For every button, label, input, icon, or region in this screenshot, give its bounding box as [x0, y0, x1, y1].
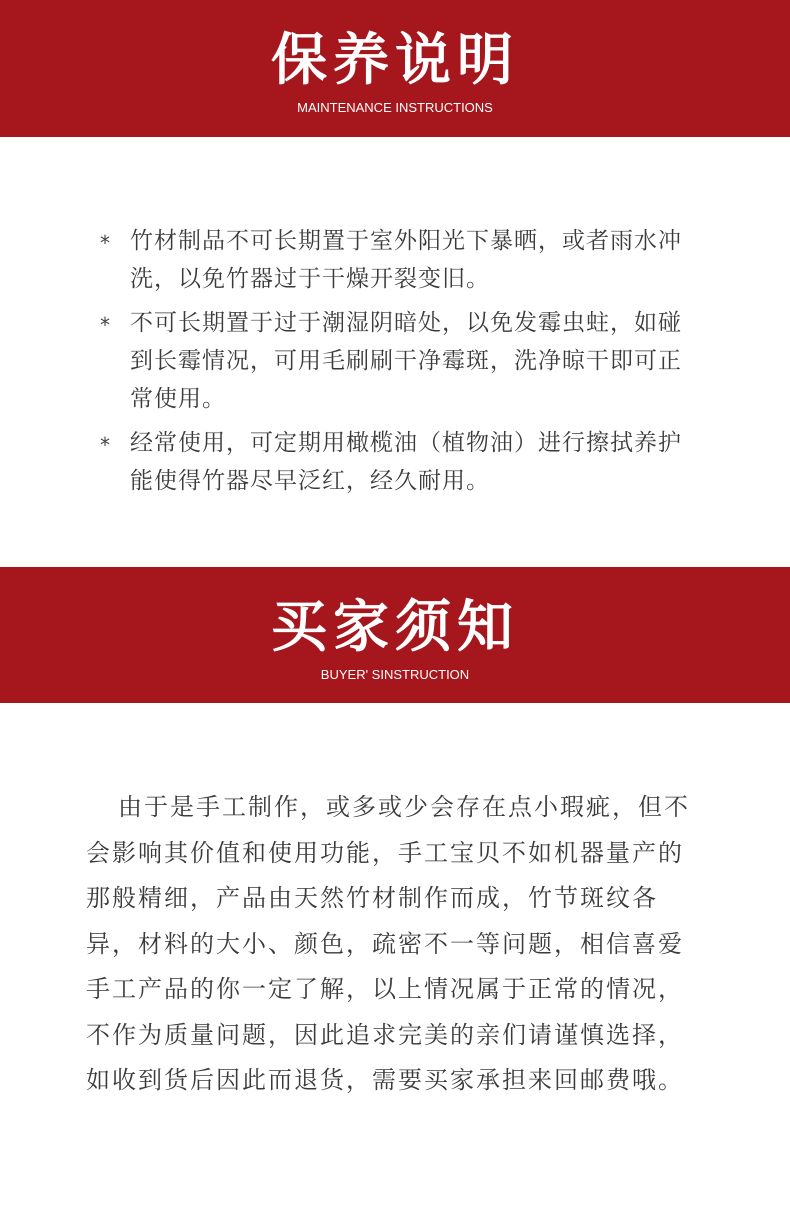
maintenance-title: 保养说明: [271, 27, 519, 93]
maintenance-list: [100, 222, 700, 506]
maintenance-item: [100, 222, 700, 298]
asterisk-bullet: *: [100, 433, 111, 457]
asterisk-bullet: *: [100, 231, 111, 255]
buyer-banner: [0, 567, 790, 703]
buyer-notice-text: 由于是手工制作，或多或少会存在点小瑕疵，但不会影响其价值和使用功能，手工宝贝不如机器量产的那般精细，产品由天然竹材制作而成，竹节斑纹各异，材料的大小、颜色，疏密不一等问题，相信喜爱手工产品的你一定了解，以上情况属于正常的情况，不作为质量问题，因此追求完美的亲们请谨慎选择，如收到货后因此而退货，需要买家承担来回邮费哦。: [86, 793, 690, 1094]
maintenance-subtitle: MAINTENANCE INSTRUCTIONS: [297, 100, 493, 115]
maintenance-item-text: 竹材制品不可长期置于室外阳光下暴晒，或者雨水冲洗，以免竹器过于干燥开裂变旧。: [130, 228, 682, 292]
buyer-subtitle: BUYER' SINSTRUCTION: [320, 667, 470, 682]
maintenance-item-text: 经常使用，可定期用橄榄油（植物油）进行擦拭养护能使得竹器尽早泛红，经久耐用。: [130, 430, 682, 494]
maintenance-item: [100, 304, 700, 418]
maintenance-item-text: 不可长期置于过于潮湿阴暗处，以免发霉虫蛀，如碰到长霉情况，可用毛刷刷干净霉斑，洗净晾干即可正常使用。: [130, 310, 682, 412]
asterisk-bullet: *: [100, 313, 111, 337]
buyer-title: 买家须知: [271, 594, 519, 660]
maintenance-banner: [0, 0, 790, 137]
maintenance-item: [100, 424, 700, 500]
